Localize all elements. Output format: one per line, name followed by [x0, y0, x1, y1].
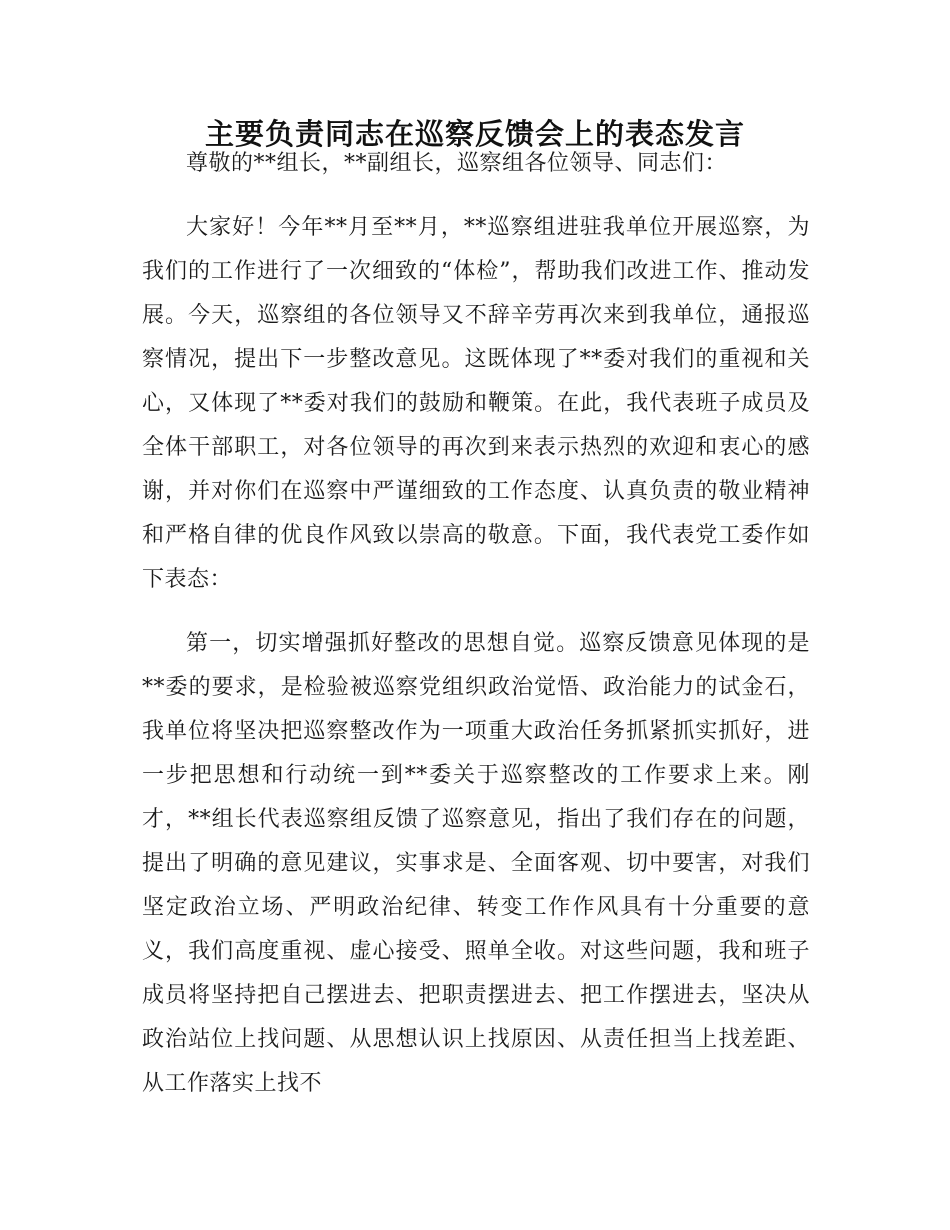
paragraph-opening: 大家好！今年**月至**月，**巡察组进驻我单位开展巡察，为我们的工作进行了一次细致的“体检”，帮助我们改进工作、推动发展。今天，巡察组的各位领导又不辞辛劳再次来到我单位，通报巡察情况，提出下一步整改意见。这既体现了**委对我们的重视和关心，又体现了**委对我们的鼓励和鞭策。在此，我代表班子成员及全体干部职工，对各位领导的再次到来表示热烈的欢迎和衷心的感谢，并对你们在巡察中严谨细致的工作态度、认真负责的敬业精神和严格自律的优良作风致以崇高的敬意。下面，我代表党工委作如下表态：	[142, 215, 810, 592]
document-title: 主要负责同志在巡察反馈会上的表态发言	[204, 117, 745, 151]
salutation: 尊敬的**组长，**副组长，巡察组各位领导、同志们：	[186, 151, 728, 176]
paragraph-first-point: 第一，切实增强抓好整改的思想自觉。巡察反馈意见体现的是**委的要求，是检验被巡察党组织政治觉悟、政治能力的试金石，我单位将坚决把巡察整改作为一项重大政治任务抓紧抓实抓好，进一步把思想和行动统一到**委关于巡察整改的工作要求上来。刚才，**组长代表巡察组反馈了巡察意见，指出了我们存在的问题，提出了明确的意见建议，实事求是、全面客观、切中要害，对我们坚定政治立场、严明政治纪律、转变工作作风具有十分重要的意义，我们高度重视、虚心接受、照单全收。对这些问题，我和班子成员将坚持把自己摆进去、把职责摆进去、把工作摆进去，坚决从政治站位上找问题、从思想认识上找原因、从责任担当上找差距、从工作落实上找不	[142, 631, 810, 1096]
document-body	[142, 142, 810, 1126]
